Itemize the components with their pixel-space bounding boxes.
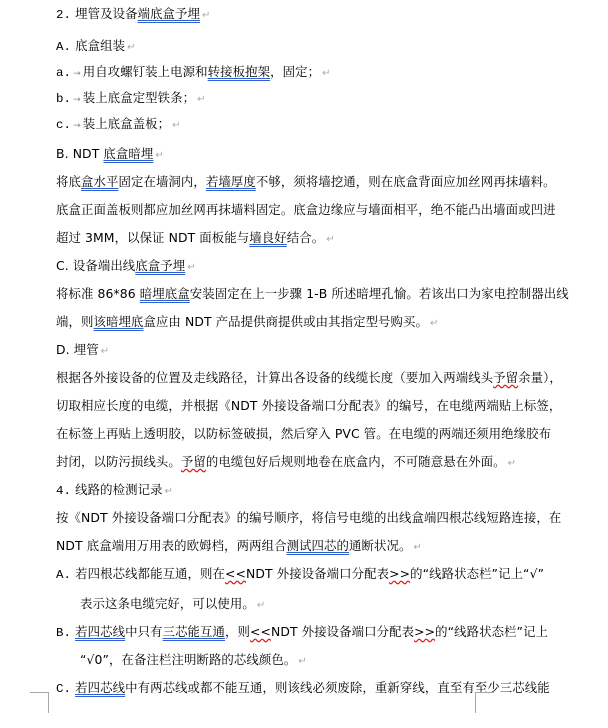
text: 底盒正面盖板则都应加丝网再抹墙料固定。底盒边缘应与墙面相平，绝不能凸出墙面或凹进: [56, 202, 556, 217]
list-item-A: [56, 566, 544, 583]
grammar-flag[interactable]: 若四芯线: [75, 680, 126, 695]
heading-text: 埋管及设备: [75, 6, 138, 21]
list-item-a: [56, 64, 331, 82]
heading-2: [56, 6, 211, 24]
paragraph-mark-icon: ↵: [413, 542, 422, 553]
list-item-B: [56, 624, 548, 641]
heading-4: [56, 482, 173, 500]
heading-B: [56, 146, 164, 164]
text: 盒应由 NDT 产品提供商提供或由其指定型号购买。: [143, 314, 429, 329]
spelling-flag[interactable]: 予留: [180, 454, 206, 469]
tab-arrow-icon: →: [73, 95, 81, 105]
list-letter: A.: [56, 568, 72, 582]
text: 不够，须将墙挖通，则在底盒背面应加丝网再抹墙料。: [255, 174, 556, 189]
page-margin-corner-right: [475, 692, 494, 713]
paragraph-mark-icon: ↵: [256, 600, 266, 611]
text: 超过 3MM，以保证 NDT 面板能与: [56, 230, 250, 245]
spelling-flag[interactable]: >>: [414, 624, 436, 639]
list-letter: C.: [56, 682, 72, 696]
heading-text: 埋管: [73, 342, 99, 357]
text: NDT 外接设备端口分配表: [270, 624, 415, 639]
heading-text: 设备端出线: [72, 258, 136, 273]
text: 结合。: [286, 230, 325, 245]
paragraph-mark-icon: ↵: [326, 234, 335, 245]
grammar-flag[interactable]: 若墙厚度: [205, 174, 256, 189]
list-letter: C.: [56, 258, 69, 273]
grammar-flag[interactable]: 盒水平: [80, 174, 119, 189]
paragraph-mark-icon: ↵: [430, 318, 439, 329]
text: 封闭，以防污损线头。: [56, 454, 181, 469]
text: 通断状况。: [349, 538, 412, 553]
text: NDT 底盒端用万用表的欧姆档，两两组合: [56, 538, 287, 553]
list-letter: b.: [56, 92, 72, 106]
paragraph-mark-icon: ↵: [322, 68, 331, 79]
text: 切取相应长度的电缆，并根据《NDT 外接设备端口分配表》的编号，在电缆两端贴上标签，: [56, 398, 562, 413]
list-letter: D.: [56, 342, 70, 357]
paragraph-line: [56, 370, 562, 386]
list-number: 4.: [56, 484, 72, 498]
list-item-A-continued: [80, 596, 265, 614]
grammar-flag[interactable]: 该暗埋底: [93, 314, 144, 329]
paragraph-mark-icon: ↵: [197, 94, 206, 105]
text: ，固定；: [270, 64, 321, 79]
paragraph-mark-icon: ↵: [155, 150, 164, 161]
text: 端，则: [56, 314, 94, 329]
paragraph-mark-icon: ↵: [100, 346, 110, 357]
heading-text: NDT: [72, 146, 104, 161]
tab-arrow-icon: →: [73, 69, 81, 79]
text: 装上底盒定型铁条；: [82, 90, 196, 105]
grammar-flag[interactable]: 若四芯线: [75, 624, 126, 639]
grammar-flag[interactable]: 底盒予埋: [135, 258, 186, 273]
grammar-flag[interactable]: 三芯能互通: [162, 624, 226, 639]
paragraph-line: [56, 510, 561, 526]
text: 安装固定在上一步骤 1-B 所述暗埋孔愉。若该出口为家电控制器出线: [189, 286, 569, 301]
list-letter: B.: [56, 146, 69, 161]
page-margin-corner-left: [30, 692, 49, 713]
tab-arrow-icon: →: [73, 121, 81, 131]
paragraph-line: [56, 314, 439, 332]
heading-A: [56, 38, 136, 56]
list-item-B-continued: [80, 652, 307, 670]
spelling-flag[interactable]: <<: [225, 566, 246, 581]
text: 装上底盒盖板；: [82, 116, 171, 131]
list-item-c: [56, 116, 181, 134]
text: 中有两芯线或都不能互通，则该线必须废除，重新穿线，直至有至少三芯线能: [125, 680, 550, 695]
grammar-flag[interactable]: 转接板抱架: [207, 64, 271, 79]
text: 根据各外接设备的位置及走线路径，计算出各设备的线缆长度（要加入两端线头: [56, 370, 494, 385]
paragraph-mark-icon: ↵: [298, 656, 307, 667]
grammar-flag[interactable]: 墙良好: [249, 230, 287, 245]
heading-text: 底盒组装: [75, 38, 126, 53]
paragraph-mark-icon: ↵: [507, 458, 517, 469]
text: ，则: [225, 624, 251, 639]
text: 固定在墙洞内，: [118, 174, 206, 189]
text: 的电缆包好后规则地卷在底盒内，不可随意悬在外面。: [205, 454, 506, 469]
list-item-b: [56, 90, 206, 108]
grammar-flag[interactable]: 暗埋底盒: [139, 286, 190, 301]
list-letter: B.: [56, 626, 72, 640]
text: “√0”，在备注栏注明断路的芯线颜色。: [80, 652, 297, 667]
list-letter: A.: [56, 40, 72, 54]
text: 在标签上再贴上透明胶，以防标签破损，然后穿入 PVC 管。在电缆的两端还须用绝缘胶布: [56, 426, 552, 441]
paragraph-line: [56, 202, 556, 218]
paragraph-line: [56, 174, 556, 190]
paragraph-line: [56, 398, 561, 414]
text: 将底: [56, 174, 81, 189]
text: 若四根芯线都能互通，则在: [75, 566, 226, 581]
spelling-flag[interactable]: 予留: [493, 370, 519, 385]
text: 按《NDT 外接设备端口分配表》的编号顺序，将信号电缆的出线盒端四根芯线短路连接，在: [56, 510, 562, 525]
list-letter: a.: [56, 66, 72, 80]
text: 用自攻螺钉装上电源和: [82, 64, 208, 79]
heading-text: 线路的检测记录: [75, 482, 163, 497]
grammar-flag[interactable]: 测试四芯的: [286, 538, 350, 553]
list-letter: c.: [56, 118, 72, 132]
spelling-flag[interactable]: >>: [389, 566, 411, 581]
heading-C: [56, 258, 196, 276]
paragraph-mark-icon: ↵: [172, 120, 181, 131]
text: 的“线路状态栏”记上: [435, 624, 549, 639]
text: 余量），: [518, 370, 562, 385]
grammar-flag[interactable]: 端底盒予埋: [137, 6, 201, 21]
paragraph-line: [56, 286, 569, 302]
grammar-flag[interactable]: 底盒暗埋: [103, 146, 154, 161]
paragraph-mark-icon: ↵: [202, 10, 211, 21]
spelling-flag[interactable]: <<: [250, 624, 271, 639]
heading-D: [56, 342, 109, 360]
text: 的“线路状态栏”记上“√”: [410, 566, 545, 581]
paragraph-line: [56, 538, 422, 556]
text: 将标准 86*86: [56, 286, 140, 301]
text: NDT 外接设备端口分配表: [245, 566, 390, 581]
paragraph-mark-icon: ↵: [187, 262, 196, 273]
paragraph-mark-icon: ↵: [127, 42, 136, 53]
paragraph-line: [56, 230, 335, 248]
paragraph-mark-icon: ↵: [164, 486, 174, 497]
list-number: 2.: [56, 8, 72, 22]
text: 中只有: [125, 624, 163, 639]
text: 表示这条电缆完好，可以使用。: [80, 596, 255, 611]
paragraph-line: [56, 454, 516, 472]
paragraph-line: [56, 426, 551, 442]
